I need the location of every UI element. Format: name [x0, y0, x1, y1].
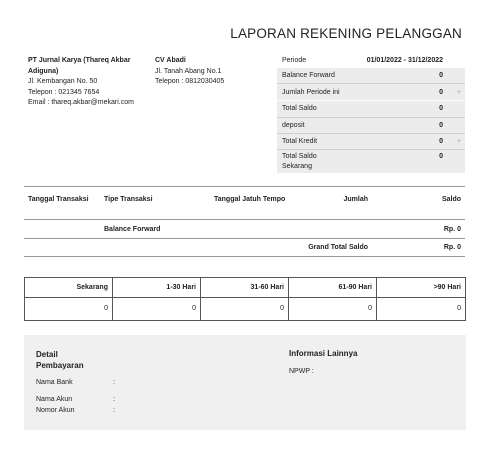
aging-value: 0 [457, 305, 461, 312]
company-address: Jl. Kembangan No. 50 [28, 78, 98, 85]
header-tipe-transaksi: Tipe Transaksi [104, 196, 153, 203]
transaction-table [24, 186, 465, 257]
header-tanggal-jatuh-tempo: Tanggal Jatuh Tempo [214, 196, 286, 203]
npwp-label: NPWP : [289, 368, 314, 375]
grand-total-row [24, 238, 465, 257]
customer-address: Jl. Tanah Abang No.1 [155, 67, 222, 75]
summary-total-kredit: Total Kredit 0 + [277, 133, 465, 149]
bank-name-row: Nama Bank : [36, 379, 115, 386]
account-number-row: Nomor Akun : [36, 407, 115, 414]
summary-total-saldo-sekarang: Total Saldo Sekarang 0 [277, 149, 465, 173]
summary-periode: Periode 01/01/2022 - 31/12/2022 [282, 57, 443, 64]
customer-info [155, 56, 265, 88]
company-info [28, 56, 148, 109]
table-row [24, 219, 465, 238]
aging-value: 0 [25, 298, 113, 320]
aging-header: 1-30 Hari [113, 278, 201, 298]
summary-jumlah-periode: Jumlah Periode ini 0 + [277, 83, 465, 100]
grand-total-label: Grand Total Saldo [308, 244, 368, 251]
header-tanggal-transaksi: Tanggal Transaksi [28, 196, 89, 203]
page-title: LAPORAN REKENING PELANGGAN [230, 26, 462, 41]
balance-forward-value: Rp. 0 [443, 225, 461, 233]
aging-header: 31-60 Hari [201, 278, 289, 298]
account-name-row: Nama Akun : [36, 396, 115, 403]
expand-icon[interactable]: + [456, 138, 461, 145]
summary-group-2 [277, 100, 465, 173]
summary-deposit: deposit 0 [277, 117, 465, 133]
header-jumlah: Jumlah [343, 196, 368, 203]
aging-header: 61-90 Hari [289, 278, 377, 298]
summary-total-saldo: Total Saldo 0 [282, 105, 443, 112]
aging-header: Sekarang [25, 278, 113, 298]
expand-icon[interactable]: + [456, 89, 461, 96]
company-name: PT Jurnal Karya (Thareq Akbar Adiguna) [28, 57, 131, 75]
customer-phone: Telepon : 0812030405 [155, 78, 225, 85]
aging-value: 0 [289, 298, 377, 320]
aging-table [24, 277, 466, 321]
company-phone: Telepon : 021345 7654 [28, 88, 100, 96]
aging-value: 0 [113, 298, 201, 320]
table-header [24, 186, 465, 219]
aging-value: 0 [201, 298, 289, 320]
payment-section [24, 335, 466, 430]
account-summary [277, 55, 465, 173]
grand-total-value: Rp. 0 [443, 244, 461, 251]
summary-group-1 [277, 67, 465, 100]
aging-header: >90 Hari [377, 278, 465, 298]
company-email: Email : thareq.akbar@mekari.com [28, 99, 134, 106]
info-title: Informasi Lainnya [289, 349, 358, 358]
balance-forward-label: Balance Forward [104, 225, 161, 233]
header-saldo: Saldo [441, 196, 461, 203]
customer-name: CV Abadi [155, 57, 186, 64]
payment-title: Detail Pembayaran [36, 350, 84, 370]
summary-balance-forward: Balance Forward 0 [282, 72, 443, 79]
